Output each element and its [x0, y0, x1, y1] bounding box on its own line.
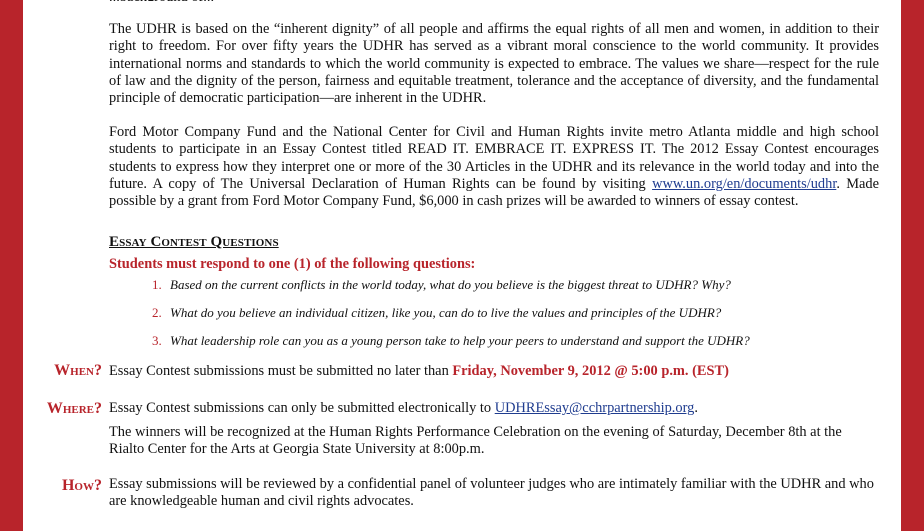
contest-text: Ford Motor Company Fund and the National Center for Civil and Human Rights invite metro Atlanta middle and high school students to participate in an Essay Contest titled READ IT. EMBRACE IT. EXPRESS IT. The 2012 Essay Contest encourages students to express how they interpret one or more of the 30 Articles in the UDHR and its relevance in the world today and into the future. A copy of The Universal Declaration of Human Rights can be found by visiting: [109, 124, 879, 192]
question-number: 2.: [152, 305, 162, 320]
when-text: [109, 363, 879, 380]
where-label: Where?: [46, 400, 102, 417]
question-item: [152, 276, 872, 304]
question-text: What leadership role can you as a young person take to help your peers to understand and support the UDHR?: [170, 333, 750, 348]
contest-paragraph: [109, 124, 879, 210]
question-text: Based on the current conflicts in the world today, what do you believe is the biggest threat to UDHR? Why?: [170, 277, 731, 292]
question-text: What do you believe an individual citizen, like you, can do to live the values and principles of the UDHR?: [170, 305, 722, 320]
where-text: [109, 400, 879, 417]
questions-heading: Essay Contest Questions: [109, 234, 279, 250]
questions-instruction: Students must respond to one (1) of the following questions:: [109, 256, 476, 272]
questions-list: [152, 276, 872, 349]
where-description: Essay Contest submissions can only be submitted electronically to: [109, 400, 495, 416]
when-description: Essay Contest submissions must be submitted no later than: [109, 363, 453, 379]
deadline-date: Friday, November 9, 2012 @ 5:00 p.m. (EST): [452, 363, 729, 379]
clipped-previous-line: [109, 0, 214, 1]
submission-email-link[interactable]: UDHREssay@cchrpartnership.org: [494, 400, 695, 416]
question-number: 3.: [152, 333, 162, 348]
how-text: Essay submissions will be reviewed by a confidential panel of volunteer judges who are intimately familiar with the UDHR and who are knowledgeable human and civil rights advocates.: [109, 476, 874, 510]
udhr-link[interactable]: www.un.org/en/documents/udhr: [652, 175, 837, 192]
udhr-paragraph: The UDHR is based on the “inherent dignity” of all people and affirms the equal rights of all men and women, in addition to their right to freedom. For over fifty years the UDHR has served as a vibrant moral conscience to the world community. It provides international norms and standards to which the world community is expected to embrace. The values we share—respect for the rule of law and the dignity of the person, fairness and equitable treatment, tolerance and the acceptance of diversity, and the fundamental principle of democratic participation—are inherent in the UDHR.: [109, 21, 879, 107]
contest-text-end: . Made possible by a grant from Ford Motor Company Fund, $6,000 in cash prizes will be awarded to winners of essay contest.: [109, 175, 879, 210]
question-item: [152, 304, 872, 332]
where-period: .: [694, 400, 698, 416]
when-label: When?: [54, 362, 102, 379]
question-item: [152, 332, 872, 349]
left-border-bar: [0, 0, 23, 531]
right-border-bar: [901, 0, 924, 531]
question-number: 1.: [152, 277, 162, 292]
how-label: How?: [61, 477, 102, 494]
celebration-text: The winners will be recognized at the Human Rights Performance Celebration on the evening of Saturday, December 8th at the Rialto Center for the Arts at Georgia State University at 8:00p.m.: [109, 424, 842, 458]
